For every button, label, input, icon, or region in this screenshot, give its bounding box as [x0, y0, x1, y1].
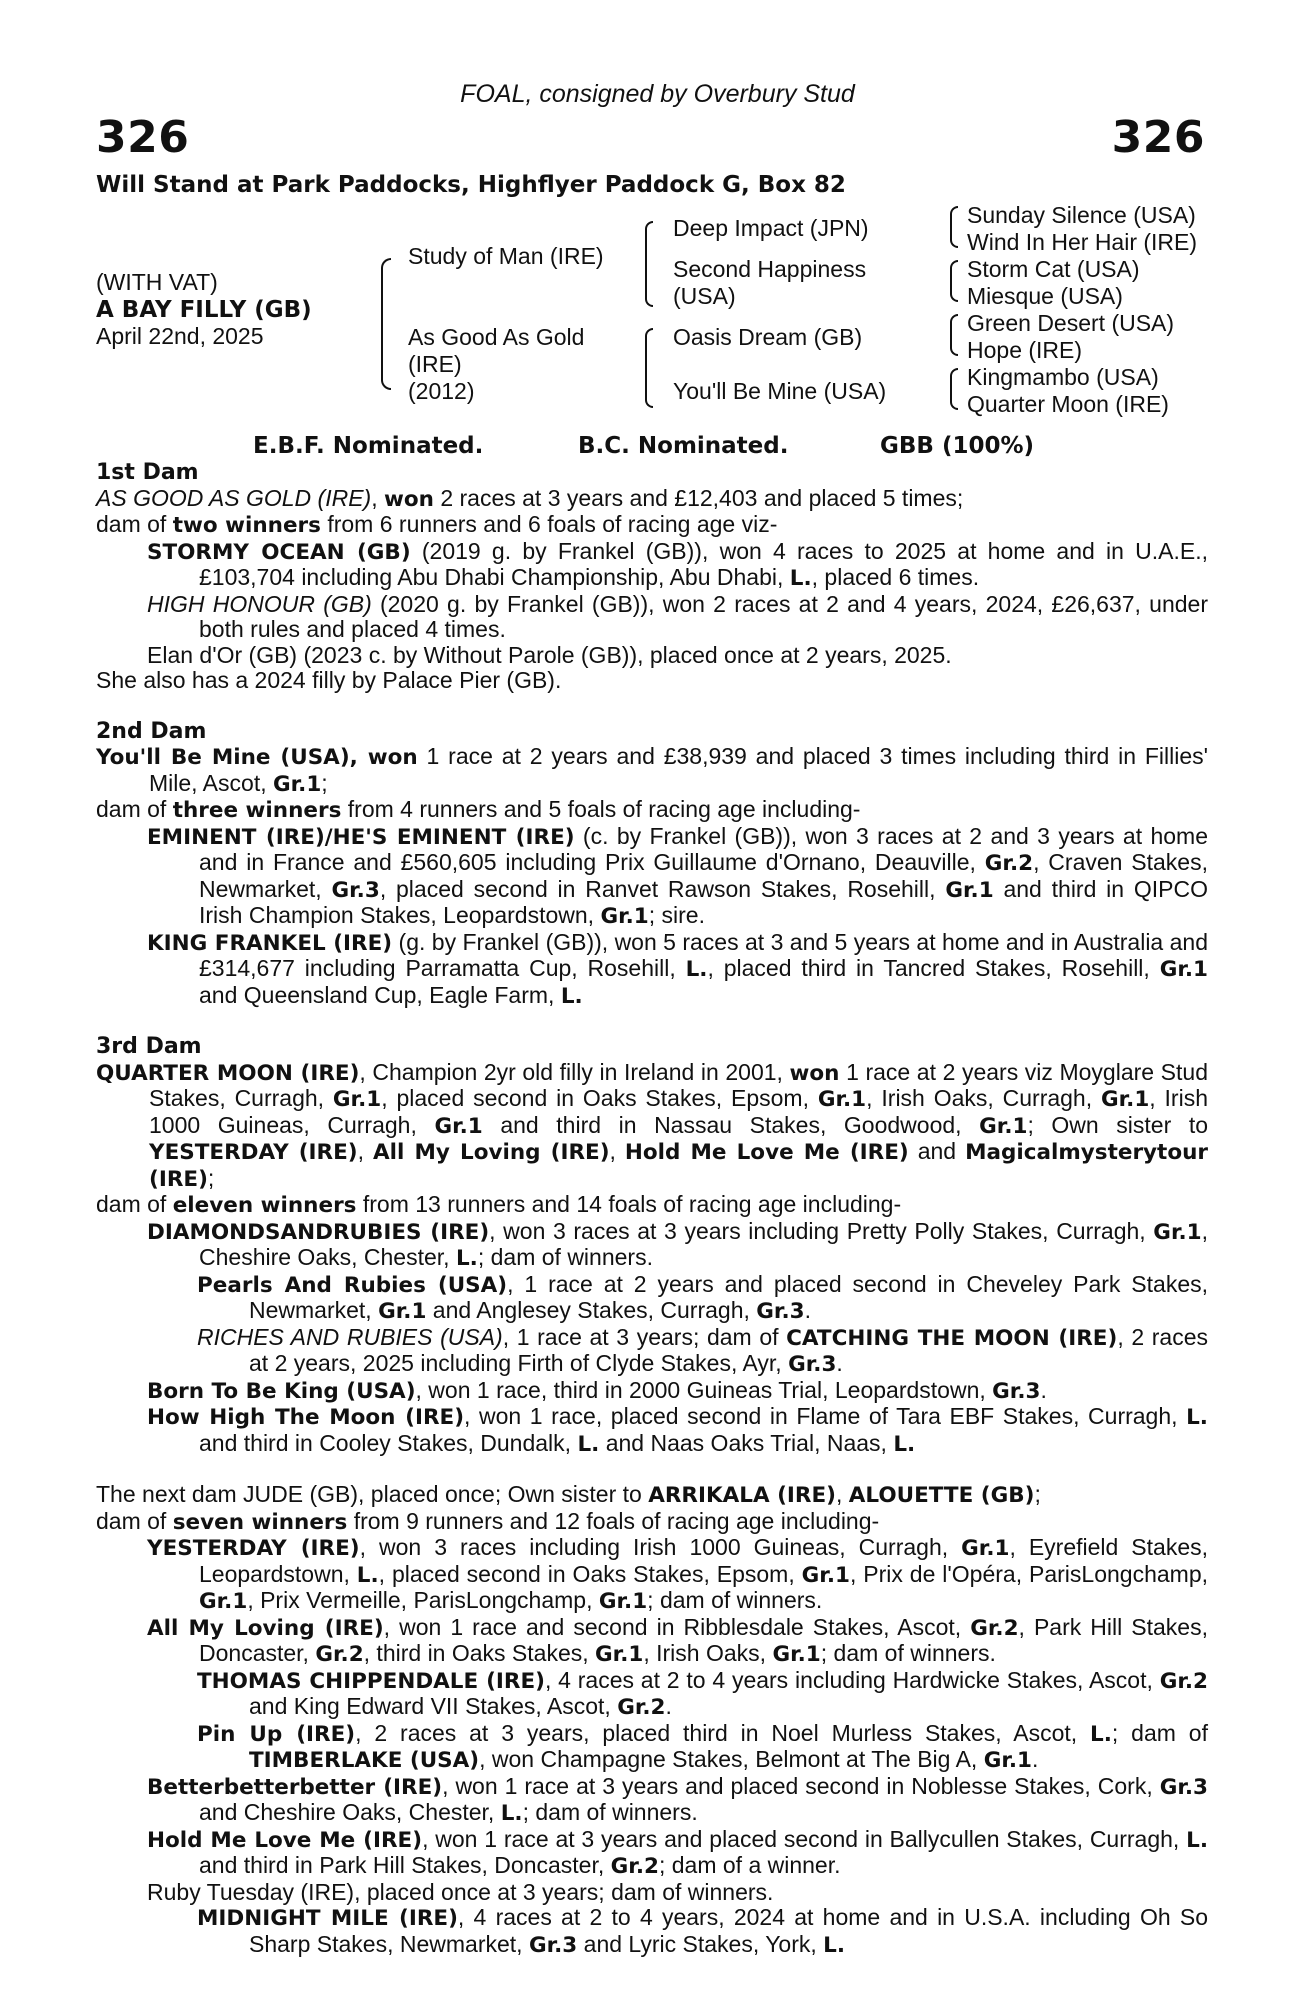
ebf-nomination: E.B.F. Nominated. [253, 433, 484, 459]
g-brace-4 [950, 368, 958, 410]
produce-entry: HIGH HONOUR (GB) (2020 g. by Frankel (GB)), won 2 races at 2 and 4 years, 2024, £26,637, under both rules and placed 4 times. [147, 590, 1208, 642]
dam-sire: Oasis Dream (GB) [673, 324, 863, 350]
sire-brace [645, 221, 653, 307]
grandparent-line: Wind In Her Hair (IRE) [967, 229, 1198, 255]
sire-dam: Second Happiness (USA) [673, 256, 867, 309]
sire: Study of Man (IRE) [408, 243, 604, 269]
next-dam-record: The next dam JUDE (GB), placed once; Own sister to ARRIKALA (IRE), ALOUETTE (GB); [96, 1481, 1041, 1508]
produce-entry: STORMY OCEAN (GB) (2019 g. by Frankel (GB)), won 4 races to 2025 at home and in U.A.E., £103,704 including Abu Dhabi Championship, Abu Dhabi, L., placed 6 times. [147, 537, 1209, 591]
produce-entry: Pin Up (IRE), 2 races at 3 years, placed third in Noel Murless Stakes, Ascot, L.; dam of TIMBERLAKE (USA), won Champagne Stakes, Belmont at The Big A, Gr.1. [197, 1719, 1208, 1773]
produce-entry: MIDNIGHT MILE (IRE), 4 races at 2 to 4 years, 2024 at home and in U.S.A. including Oh So Sharp Stakes, Newmarket, Gr.3 and Lyric Stakes, York, L. [197, 1904, 1209, 1958]
produce-entry: THOMAS CHIPPENDALE (IRE), 4 races at 2 to 4 years including Hardwicke Stakes, Ascot, Gr.2 and King Edward VII Stakes, Ascot, Gr.2. [197, 1666, 1208, 1720]
g-brace-3 [950, 314, 958, 356]
produce-entry: Pearls And Rubies (USA), 1 race at 2 years and placed second in Cheveley Park Stakes, Newmarket, Gr.1 and Anglesey Stakes, Curragh, Gr.3. [197, 1270, 1208, 1324]
gbb-rating: GBB (100%) [880, 433, 1035, 459]
second-dam-heading: 2nd Dam [96, 718, 207, 744]
produce-entry: Born To Be King (USA), won 1 race, third in 2000 Guineas Trial, Leopardstown, Gr.3. [147, 1376, 1047, 1404]
third-dam-heading: 3rd Dam [96, 1034, 202, 1059]
grandparent-line: Quarter Moon (IRE) [967, 391, 1169, 417]
bc-nomination: B.C. Nominated. [578, 433, 789, 459]
first-dam-heading: 1st Dam [96, 460, 199, 485]
pedigree-brace [381, 258, 391, 390]
consignment-line: FOAL, consigned by Overbury Stud [460, 80, 855, 108]
produce-entry: YESTERDAY (IRE), won 3 races including Irish 1000 Guineas, Curragh, Gr.1, Eyrefield Stakes, Leopardstown, L., placed second in Oaks Stakes, Epsom, Gr.1, Prix de l'Opéra, ParisLongchamp, Gr.1, Prix Vermeille, ParisLongchamp, Gr.1; dam of winners. [147, 1534, 1209, 1614]
grandparent-line: Storm Cat (USA) [967, 256, 1140, 282]
first-dam-record: AS GOOD AS GOLD (IRE), won 2 races at 3 years and £12,403 and placed 5 times; [96, 484, 964, 512]
produce-entry: EMINENT (IRE)/HE'S EMINENT (IRE) (c. by Frankel (GB)), won 3 races at 2 and 3 years at home and in France and £560,605 including Prix Guillaume d'Ornano, Deauville, Gr.2, Craven Stakes, Newmarket, Gr.3, placed second in Ranvet Rawson Stakes, Rosehill, Gr.1 and third in QIPCO Irish Champion Stakes, Leopardstown, Gr.1; sire. [147, 822, 1209, 929]
lot-name: A BAY FILLY (GB) [96, 297, 312, 323]
produce-entry: Betterbetterbetter (IRE), won 1 race at 3 years and placed second in Noblesse Stakes, Cork, Gr.3 and Cheshire Oaks, Chester, L.; dam of winners. [147, 1772, 1208, 1826]
produce-entry: DIAMONDSANDRUBIES (IRE), won 3 races at 3 years including Pretty Polly Stakes, Curragh, Gr.1, Cheshire Oaks, Chester, L.; dam of winners. [147, 1217, 1208, 1271]
dam-dam: You'll Be Mine (USA) [673, 378, 887, 404]
produce-note: She also has a 2024 filly by Palace Pier (GB). [96, 667, 562, 693]
grandparent-line: Sunday Silence (USA) [967, 202, 1196, 228]
produce-entry: All My Loving (IRE), won 1 race and second in Ribblesdale Stakes, Ascot, Gr.2, Park Hill Stakes, Doncaster, Gr.2, third in Oaks Stakes, Gr.1, Irish Oaks, Gr.1; dam of winners. [147, 1613, 1208, 1667]
produce-entry: Ruby Tuesday (IRE), placed once at 3 years; dam of winners. [147, 1878, 774, 1905]
foaling-date: April 22nd, 2025 [96, 323, 264, 349]
produce-entry: How High The Moon (IRE), won 1 race, placed second in Flame of Tara EBF Stakes, Curragh, L. and third in Cooley Stakes, Dundalk, L. and Naas Oaks Trial, Naas, L. [147, 1403, 1208, 1457]
dam-brace [645, 328, 653, 408]
vat-note: (WITH VAT) [96, 269, 218, 295]
produce-entry: Elan d'Or (GB) (2023 c. by Without Parole (GB)), placed once at 2 years, 2025. [147, 641, 952, 668]
grandparent-line: Miesque (USA) [967, 283, 1123, 309]
stand-location: Will Stand at Park Paddocks, Highflyer Paddock G, Box 82 [96, 172, 846, 198]
produce-summary: dam of three winners from 4 runners and 5 foals of racing age including- [96, 796, 861, 823]
produce-summary: dam of two winners from 6 runners and 6 foals of racing age viz- [96, 511, 778, 538]
produce-summary: dam of seven winners from 9 runners and 12 foals of racing age including- [96, 1507, 880, 1535]
grandparent-line: Green Desert (USA) [967, 310, 1175, 336]
catalogue-body [96, 460, 1208, 1958]
produce-entry: Hold Me Love Me (IRE), won 1 race at 3 years and placed second in Ballycullen Stakes, Curragh, L. and third in Park Hill Stakes, Doncaster, Gr.2; dam of a winner. [147, 1825, 1208, 1879]
lot-number-left: 326 [96, 112, 190, 163]
dam-name: As Good As Gold (IRE) (2012) [408, 324, 585, 404]
produce-summary: dam of eleven winners from 13 runners and 14 foals of racing age including- [96, 1191, 902, 1218]
grandparent-line: Hope (IRE) [967, 337, 1083, 363]
g-brace-1 [950, 206, 958, 248]
g-brace-2 [950, 260, 958, 302]
second-dam-record: You'll Be Mine (USA), won 1 race at 2 years and £38,939 and placed 3 times including third in Fillies' Mile, Ascot, Gr.1; [96, 743, 1209, 797]
lot-number-right: 326 [1111, 112, 1205, 163]
grandparent-line: Kingmambo (USA) [967, 364, 1159, 390]
third-dam-record: QUARTER MOON (IRE), Champion 2yr old filly in Ireland in 2001, won 1 race at 2 years viz Moyglare Stud Stakes, Curragh, Gr.1, placed second in Oaks Stakes, Epsom, Gr.1, Irish Oaks, Curragh, Gr.1, Irish 1000 Guineas, Curragh, Gr.1 and third in Nassau Stakes, Goodwood, Gr.1; Own sister to YESTERDAY (IRE), All My Loving (IRE), Hold Me Love Me (IRE) and Magicalmysterytour (IRE); [96, 1058, 1209, 1192]
produce-entry: RICHES AND RUBIES (USA), 1 race at 3 years; dam of CATCHING THE MOON (IRE), 2 races at 2 years, 2025 including Firth of Clyde Stakes, Ayr, Gr.3. [197, 1323, 1208, 1377]
produce-entry: KING FRANKEL (IRE) (g. by Frankel (GB)), won 5 races at 3 and 5 years at home and in Australia and £314,677 including Parramatta Cup, Rosehill, L., placed third in Tancred Stakes, Rosehill, Gr.1 and Queensland Cup, Eagle Farm, L. [147, 928, 1208, 1009]
sire-sire: Deep Impact (JPN) [673, 215, 869, 241]
